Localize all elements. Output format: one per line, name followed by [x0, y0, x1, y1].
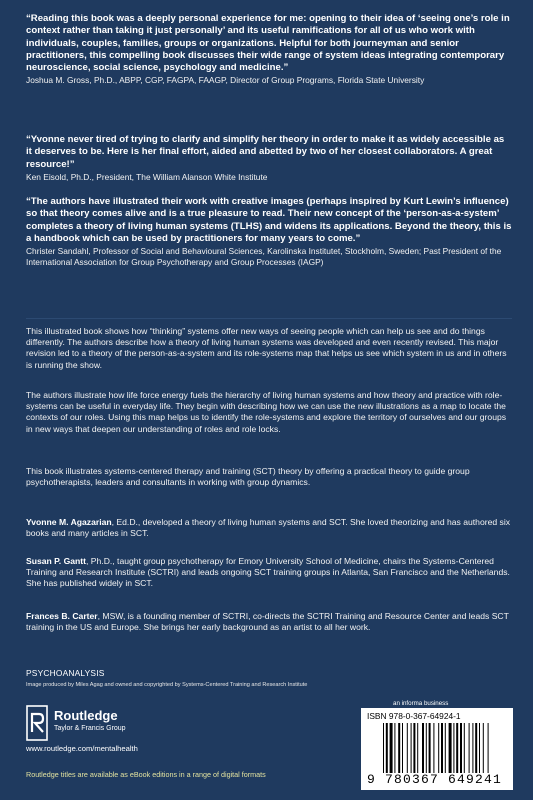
isbn-barcode: [361, 708, 513, 790]
description-paragraph-3: [26, 466, 512, 488]
author-bio-text: , MSW, is a founding member of SCTRI, co-directs the SCTRI Training and Resource Center and leads SCT training in the US and Europe. She brings her early background as an artist to all her work.: [26, 611, 509, 633]
endorsement-2: [26, 134, 512, 183]
routledge-logo-icon: [26, 705, 48, 741]
endorsement-attribution: Ken Eisold, Ph.D., President, The William Alanson White Institute: [26, 171, 268, 182]
endorsement-3: [26, 196, 512, 268]
barcode-bars-icon: [383, 723, 507, 773]
endorsement-attribution: Christer Sandahl, Professor of Social and Behavioural Sciences, Karolinska Institutet, Stockholm, Sweden; Past President of the International Association for Group Psychotherapy and Group Processes (IAGP): [26, 246, 502, 268]
author-bio-3: [26, 611, 512, 633]
endorsement-attribution: Joshua M. Gross, Ph.D., ABPP, CGP, FAGPA, FAAGP, Director of Group Programs, Florida State University: [26, 75, 425, 86]
informa-tagline: an informa business: [393, 700, 449, 707]
barcode-digits: 9 780367 649241: [367, 772, 503, 787]
endorsement-1: [26, 13, 512, 86]
author-bio-1: [26, 517, 512, 539]
description-paragraph-2: [26, 390, 512, 435]
publisher-name: Routledge: [54, 708, 118, 723]
author-bio-2: [26, 556, 512, 590]
ebook-note: Routledge titles are available as eBook editions in a range of digital formats: [26, 770, 266, 779]
author-name: Susan P. Gantt: [26, 556, 87, 566]
subject-category: PSYCHOANALYSIS: [26, 668, 105, 678]
description-text: This illustrated book shows how “thinking” systems offer new ways of seeing people which can help us see and do things differently. The authors describe how a theory of living human systems was developed and even recently revised. This major revision led to a theory of the person-as-a-system and its role-systems map that helps us see which system in us and in others is running the show.: [26, 326, 507, 370]
description-text: The authors illustrate how life force energy fuels the hierarchy of living human systems and how theory and practice with role-systems can be useful in everyday life. They begin with describing how we can use the new illustrations as a map to locate the contexts of our roles. Using this map helps us to identify the role-systems and explore the territory of ourselves and our groups in new ways that deepen our understanding of roles and role locks.: [26, 390, 507, 434]
author-name: Frances B. Carter: [26, 611, 98, 621]
publisher-logo: [26, 705, 226, 741]
publisher-url[interactable]: www.routledge.com/mentalhealth: [26, 744, 138, 753]
divider: [26, 318, 512, 319]
isbn-label: ISBN 978-0-367-64924-1: [367, 711, 461, 721]
author-bio-text: , Ed.D., developed a theory of living human systems and SCT. She loved theorizing and has authored six books and many articles in SCT.: [26, 517, 511, 539]
author-name: Yvonne M. Agazarian: [26, 517, 112, 527]
endorsement-quote: “Reading this book was a deeply personal experience for me: opening to their idea of ‘seeing one’s role in context rather than taking it just personally’ and its useful ramifications for all of us who work with individuals, couples, families, groups or organizations. Helpful for both journeyman and senior practitioners, this compelling book discusses their wide range of system ideas integrating contemporary neuroscience, social science, psychology and medicine.”: [26, 13, 510, 74]
author-bio-text: , Ph.D., taught group psychotherapy for Emory University School of Medicine, chairs the Systems-Centered Training and Research Institute (SCTRI) and leads ongoing SCT training groups in Atlanta, San Francisco and the Netherlands. She has published widely in SCT.: [26, 556, 510, 589]
publisher-subtitle: Taylor & Francis Group: [54, 725, 126, 732]
description-text: This book illustrates systems-centered therapy and training (SCT) theory by offering a practical theory to guide group psychotherapists, leaders and consultants in working with group dynamics.: [26, 466, 470, 488]
image-credit: Image produced by Miles Agag and owned and copyrighted by Systems-Centered Training and Research Institute: [26, 682, 308, 688]
description-paragraph-1: [26, 326, 512, 371]
endorsement-quote: “The authors have illustrated their work with creative images (perhaps inspired by Kurt Lewin’s influence) so that theory comes alive and is a true pleasure to read. Their new concept of the ‘person-as-a-system’ completes a theory of living human systems (TLHS) and widens its applications. Beyond the theory, this is a handbook which can be used by practitioners for many years to come.”: [26, 196, 512, 244]
endorsement-quote: “Yvonne never tired of trying to clarify and simplify her theory in order to make it as widely accessible as it deserves to be. Here is her final effort, aided and abetted by two of her closest collaborators. A great resource!”: [26, 134, 505, 170]
